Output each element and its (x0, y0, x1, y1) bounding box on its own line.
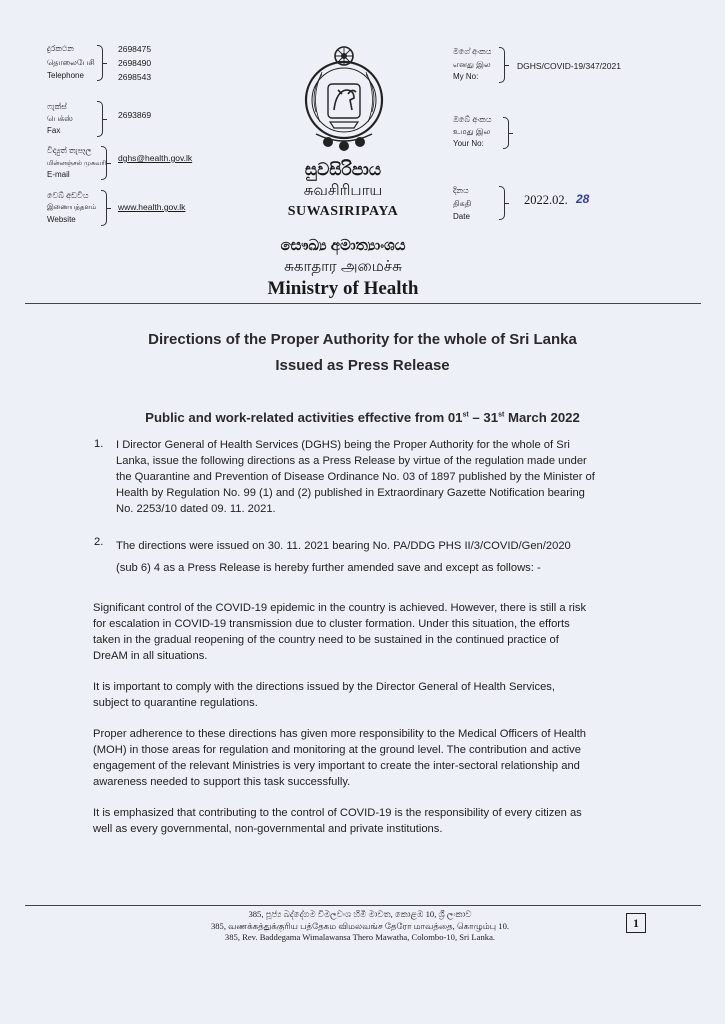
my-no-value: DGHS/COVID-19/347/2021 (517, 61, 621, 71)
text-line: It is emphasized that contributing to the control of COVID-19 is the responsibility of every citizen as (93, 807, 582, 819)
phone-label-si: දුරකථන (47, 44, 74, 53)
phone-number-1: 2698475 (118, 44, 152, 54)
brace (499, 47, 505, 83)
text-line: The directions were issued on 30. 11. 2021 bearing No. PA/DDG PHS II/3/COVID/Gen/2020 (116, 540, 571, 552)
text-line: engagement of the relevant Ministries is very important to create the inter-sectoral relationship and (93, 760, 580, 772)
fax-number: 2693869 (118, 110, 152, 120)
address-en: 385, Rev. Baddegama Wimalawansa Thero Mawatha, Colombo-10, Sri Lanka. (224, 932, 496, 942)
yourno-label-en: Your No: (453, 139, 484, 148)
text-line: Proper adherence to these directions has given more responsibility to the Medical Officers of Health (93, 728, 586, 740)
date-handwritten: 28 (576, 192, 590, 206)
text-line: awareness needed to support this task successfully. (93, 776, 351, 788)
phone-label-en: Telephone (47, 71, 84, 80)
text-line: I Director General of Health Services (DGHS) being the Proper Authority for the whole of Sri (116, 439, 570, 451)
ministry-name-ta: சுகாதார அமைச்சு (284, 258, 402, 275)
phone-number-2: 2698490 (118, 58, 152, 68)
text-line: Lanka, issue the following directions as a Press Release by virtue of the regulation made under (116, 455, 587, 467)
phone-label-ta: தொலைபேசி (47, 58, 95, 67)
phone-number-3: 2698543 (118, 72, 152, 82)
text-line: Significant control of the COVID-19 epidemic in the country is achieved. However, there is still a risk (93, 602, 587, 614)
brace (97, 45, 103, 81)
footer-address (150, 909, 570, 944)
item-number: 1. (94, 438, 104, 450)
brace (101, 190, 107, 226)
fax-label-en: Fax (47, 126, 61, 135)
document-title-line2: Issued as Press Release (275, 357, 450, 374)
subtitle-sup: st (462, 411, 469, 419)
item-number: 2. (94, 536, 104, 548)
address-ta: 385, வணக்கத்துக்குரிய பத்தேகம விமலவங்ச தேரோ மாவத்தை, கொழும்பு 10. (210, 920, 510, 931)
brace (101, 146, 107, 180)
page-number: 1 (626, 913, 646, 933)
paragraph-2 (93, 679, 555, 711)
text-line: (sub 6) 4 as a Press Release is hereby further amended save and except as follows: - (116, 562, 541, 574)
org-name-si: සුවසිරිපාය (304, 160, 382, 179)
paragraph-4 (93, 805, 582, 837)
subtitle-text: Public and work-related activities effective from 01 (145, 410, 463, 425)
text-line: for escalation in COVID-19 transmission due to cluster formation. Under this situation, the efforts (93, 618, 570, 630)
yourno-label-ta: உமது இல (453, 127, 491, 136)
date-label-si: දිනය (453, 186, 469, 195)
fax-label-ta: பெக்ஸ் (47, 114, 73, 123)
email-label-si: විද්‍යුත් තැපෑල (47, 146, 92, 155)
website-link[interactable]: www.health.gov.lk (118, 202, 186, 212)
footer-divider (25, 905, 701, 906)
ministry-name-en: Ministry of Health (267, 278, 419, 299)
website-label-en: Website (47, 215, 76, 224)
date-printed: 2022.02. (524, 193, 568, 207)
text-line: DreAM in all situations. (93, 650, 208, 662)
paragraph-1 (93, 600, 586, 664)
address-si: 385, පූජ්‍ය බද්දේගම විමලවංශ හිමි මාවත, කොළඹ 10, ශ්‍රී ලංකාව (248, 909, 472, 919)
item-1 (116, 437, 616, 517)
text-line: taken in the gradual reopening of the country need to be sustained in the continued practice of (93, 634, 559, 646)
document-title-line1: Directions of the Proper Authority for the whole of Sri Lanka (148, 331, 577, 348)
myno-label-si: මගේ අංකය (453, 47, 492, 56)
text-line: It is important to comply with the directions issued by the Director General of Health Services, (93, 681, 555, 693)
email-link[interactable]: dghs@health.gov.lk (118, 153, 193, 163)
text-line: well as every governmental, non-governmental and private institutions. (93, 823, 443, 835)
subtitle-sup: st (498, 411, 505, 419)
website-label-si: වෙබ් අඩවිය (47, 191, 89, 200)
myno-label-en: My No: (453, 72, 479, 81)
text-line: the Quarantine and Prevention of Disease Ordinance No. 03 of 1897 published by the Minister of (116, 471, 595, 483)
paragraph-3 (93, 726, 586, 790)
org-name-en: SUWASIRIPAYA (287, 204, 399, 219)
national-emblem (302, 42, 386, 154)
subtitle-text: – 31 (468, 410, 499, 425)
email-label-ta: மின்னஞ்சல் முகவரி (47, 160, 107, 167)
yourno-label-si: ඔබේ අංකය (453, 115, 492, 124)
website-label-ta: இணையத்தளம் (47, 204, 97, 211)
item-2 (116, 535, 616, 579)
header-divider (25, 303, 701, 304)
org-name-ta: சுவசிரிபாய (303, 182, 383, 199)
brace (97, 101, 103, 137)
ministry-name-si: සෞඛ්‍ය අමාත්‍යාංශය (280, 237, 406, 254)
text-line: No. 2253/10 dated 09. 11. 2021. (116, 503, 276, 515)
text-line: (MOH) in those areas for regulation and monitoring at the ground level. The contribution and active (93, 744, 581, 756)
subtitle-text: March 2022 (504, 410, 580, 425)
date-label-ta: திகதி (453, 199, 472, 208)
myno-label-ta: எனது இல (453, 60, 491, 69)
fax-label-si: ෆැක්ස් (47, 102, 67, 111)
date-label-en: Date (453, 212, 470, 221)
text-line: subject to quarantine regulations. (93, 697, 258, 709)
brace (499, 186, 505, 220)
text-line: Health by Regulation No. 99 (1) and (2) published in Extraordinary Gazette Notification bearing (116, 487, 585, 499)
document-subtitle (0, 410, 725, 425)
brace (503, 117, 509, 149)
email-label-en: E-mail (47, 170, 70, 179)
